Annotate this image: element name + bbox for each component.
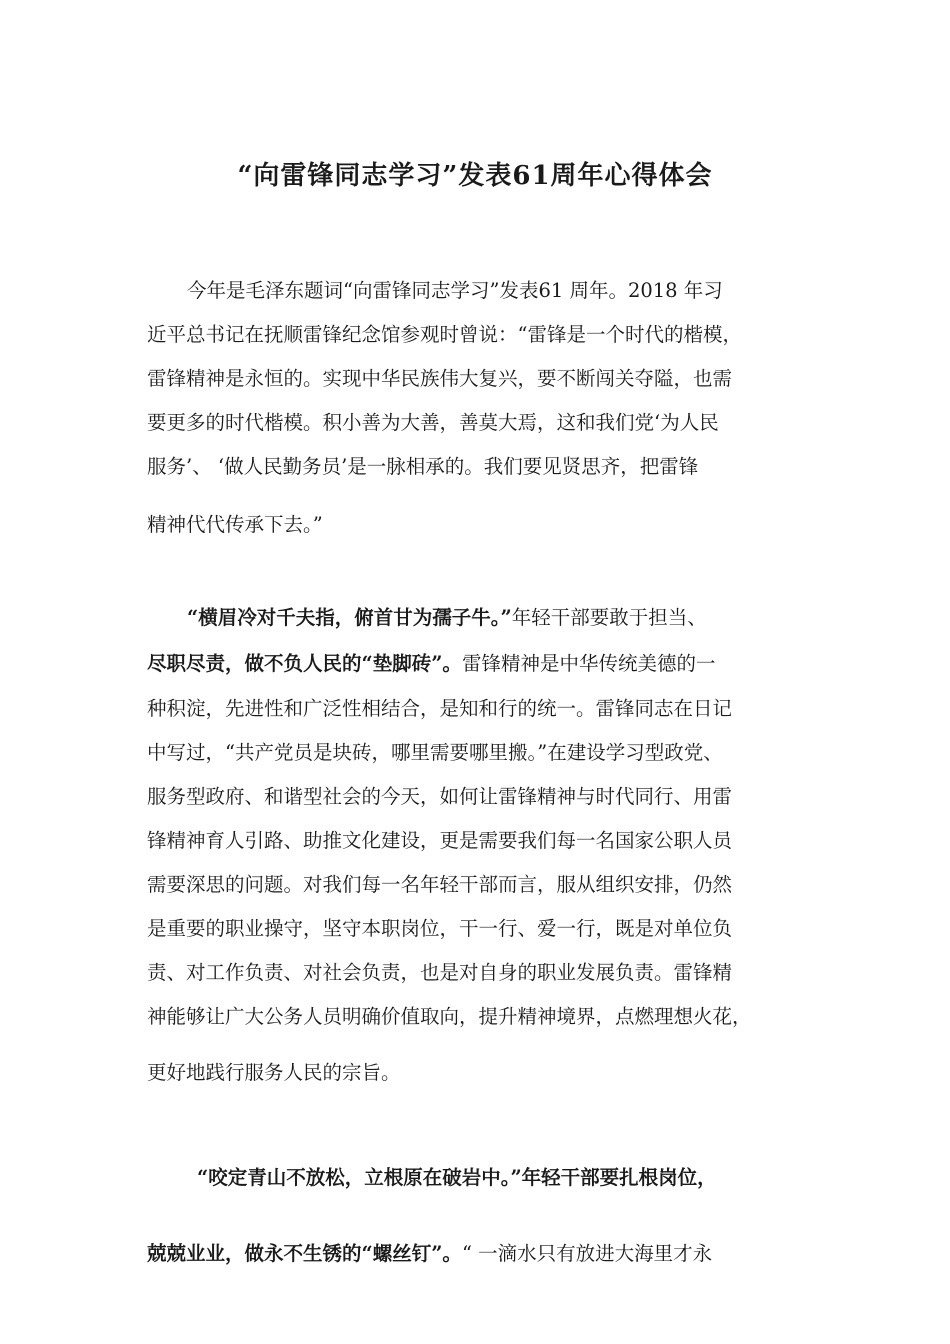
paragraph-1-line: 今年是毛泽东题词“向雷锋同志学习”发表61 周年。2018 年习 bbox=[187, 279, 723, 302]
paragraph-3-line-text: “ 一滴水只有放进大海里才永 bbox=[461, 1242, 713, 1265]
paragraph-1-line: 近平总书记在抚顺雷锋纪念馆参观时曾说：“雷锋是一个时代的楷模， bbox=[147, 323, 742, 346]
document-title: “向雷锋同志学习”发表61周年心得体会 bbox=[237, 161, 713, 191]
paragraph-1-line: 服务’、 ‘做人民勤务员’是一脉相承的。我们要见贤思齐，把雷锋 bbox=[147, 455, 699, 478]
paragraph-2-line: 锋精神育人引路、助推文化建设，更是需要我们每一名国家公职人员 bbox=[147, 829, 733, 852]
paragraph-1-line: 要更多的时代楷模。积小善为大善，善莫大焉，这和我们党‘为人民 bbox=[147, 411, 719, 434]
paragraph-3-lead-quote: “咬定青山不放松，立根原在破岩中。”年轻干部要扎根岗位， bbox=[197, 1166, 717, 1189]
paragraph-3-bold-phrase: 兢兢业业，做永不生锈的“螺丝钉”。 bbox=[147, 1242, 462, 1265]
paragraph-2-line: 服务型政府、和谐型社会的今天，如何让雷锋精神与时代同行、用雷 bbox=[147, 785, 733, 808]
paragraph-2-line: 神能够让广大公务人员明确价值取向，提升精神境界，点燃理想火花， bbox=[147, 1005, 752, 1028]
paragraph-2-line bbox=[147, 650, 812, 678]
paragraph-1-line: 精神代代传承下去。” bbox=[147, 513, 323, 536]
paragraph-2-line: 是重要的职业操守，坚守本职岗位，干一行、爱一行，既是对单位负 bbox=[147, 917, 733, 940]
paragraph-3-line bbox=[147, 1240, 812, 1268]
paragraph-1-line: 雷锋精神是永恒的。实现中华民族伟大复兴，要不断闯关夺隘，也需 bbox=[147, 367, 733, 390]
paragraph-2-line-text: 年轻干部要敢于担当、 bbox=[511, 606, 707, 629]
paragraph-2-line-text: 雷锋精神是中华传统美德的一 bbox=[461, 652, 716, 675]
paragraph-2-line: 中写过，“共产党员是块砖，哪里需要哪里搬。”在建设学习型政党、 bbox=[147, 741, 723, 764]
paragraph-2-line: 种积淀，先进性和广泛性相结合，是知和行的统一。雷锋同志在日记 bbox=[147, 697, 733, 720]
paragraph-2-line bbox=[187, 604, 812, 632]
paragraph-2-line: 需要深思的问题。对我们每一名年轻干部而言，服从组织安排，仍然 bbox=[147, 873, 733, 896]
paragraph-2-line: 责、对工作负责、对社会负责，也是对自身的职业发展负责。雷锋精 bbox=[147, 961, 733, 984]
paragraph-2-line: 更好地践行服务人民的宗旨。 bbox=[147, 1061, 401, 1084]
paragraph-2-bold-phrase: 尽职尽责，做不负人民的“垫脚砖”。 bbox=[147, 652, 462, 675]
paragraph-2-lead-quote: “横眉冷对千夫指，俯首甘为孺子牛。” bbox=[187, 606, 512, 629]
